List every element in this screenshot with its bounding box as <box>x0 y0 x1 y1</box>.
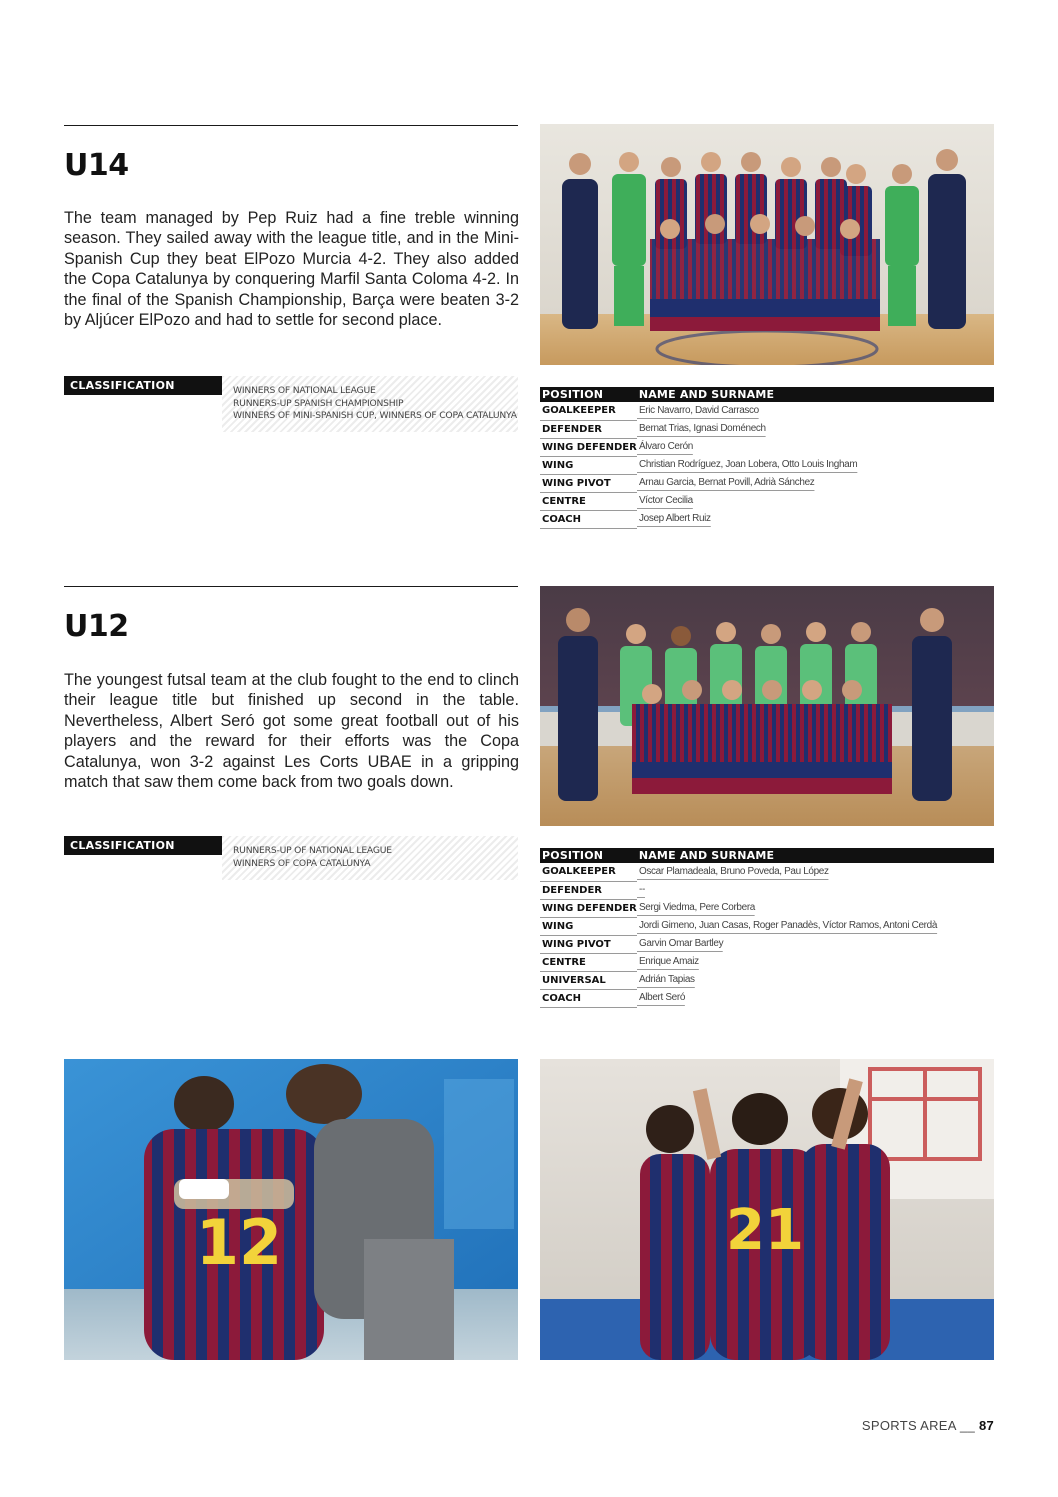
table-row <box>540 971 994 989</box>
table-row <box>540 935 994 953</box>
table-row <box>540 989 994 1007</box>
roster-names: -- <box>637 882 645 898</box>
table-row <box>540 474 994 492</box>
footer-separator: __ <box>959 1418 976 1433</box>
roster-position: WING PIVOT <box>540 935 637 953</box>
u12-roster-header-names: NAME AND SURNAME <box>637 848 994 863</box>
table-row <box>540 438 994 456</box>
roster-names: Eric Navarro, David Carrasco <box>637 403 759 419</box>
u12-classification-box <box>222 836 518 880</box>
roster-names: Garvin Omar Bartley <box>637 936 723 952</box>
u14-roster-table <box>540 387 994 529</box>
footer-section-name: SPORTS AREA <box>861 1418 957 1433</box>
roster-position: WING DEFENDER <box>540 899 637 917</box>
celebration-photo-right <box>540 1059 994 1360</box>
roster-names: Arnau Garcia, Bernat Povill, Adrià Sánchez <box>637 475 814 491</box>
roster-position: CENTRE <box>540 492 637 510</box>
u14-classification-line: WINNERS OF MINI-SPANISH CUP, WINNERS OF COPA CATALUNYA <box>233 410 517 422</box>
roster-names: Oscar Plamadeala, Bruno Poveda, Pau López <box>637 864 829 880</box>
u14-roster-header-row <box>540 387 994 402</box>
table-row <box>540 881 994 899</box>
roster-position: DEFENDER <box>540 420 637 438</box>
u14-classification-line: WINNERS OF NATIONAL LEAGUE <box>233 385 376 396</box>
u12-title: U12 <box>64 609 129 644</box>
roster-names: Álvaro Cerón <box>637 439 693 455</box>
roster-position: WING <box>540 456 637 474</box>
celebration-photo-right-image <box>540 1059 994 1360</box>
table-row <box>540 510 994 528</box>
table-row <box>540 863 994 881</box>
u14-roster-header-position: POSITION <box>540 387 637 402</box>
u12-classification-line: WINNERS OF COPA CATALUNYA <box>233 857 371 869</box>
page-footer <box>862 1418 994 1433</box>
table-row <box>540 953 994 971</box>
roster-position: GOALKEEPER <box>540 863 637 881</box>
roster-position: COACH <box>540 989 637 1007</box>
roster-names: Josep Albert Ruiz <box>637 511 711 527</box>
u14-team-photo <box>540 124 994 365</box>
roster-names: Albert Seró <box>637 990 685 1006</box>
roster-names: Bernat Trias, Ignasi Doménech <box>637 421 766 437</box>
u14-classification-box <box>222 376 518 432</box>
table-row <box>540 492 994 510</box>
page-number: 87 <box>978 1418 994 1433</box>
u12-classification-label: CLASSIFICATION <box>64 836 222 855</box>
jersey-number-right: 21 <box>726 1198 804 1263</box>
u14-classification-line: RUNNERS-UP SPANISH CHAMPIONSHIP <box>233 397 404 409</box>
table-row <box>540 899 994 917</box>
roster-names: Adrián Tapias <box>637 972 695 988</box>
u12-roster-header-position: POSITION <box>540 848 637 863</box>
u14-classification-label: CLASSIFICATION <box>64 376 222 395</box>
u12-top-rule <box>64 586 518 587</box>
roster-names: Víctor Cecilia <box>637 493 693 509</box>
roster-names: Jordi Gimeno, Juan Casas, Roger Panadès, Víctor Ramos, Antoni Cerdà <box>637 918 937 934</box>
u14-roster-header-names: NAME AND SURNAME <box>637 387 994 402</box>
u14-top-rule <box>64 125 518 126</box>
u12-classification-line: RUNNERS-UP OF NATIONAL LEAGUE <box>233 845 392 856</box>
roster-position: GOALKEEPER <box>540 402 637 420</box>
roster-position: COACH <box>540 510 637 528</box>
roster-position: WING PIVOT <box>540 474 637 492</box>
u12-team-photo <box>540 586 994 826</box>
celebration-photo-left-image <box>64 1059 518 1360</box>
table-row <box>540 456 994 474</box>
table-row <box>540 917 994 935</box>
roster-names: Christian Rodríguez, Joan Lobera, Otto Louis Ingham <box>637 457 857 473</box>
celebration-photo-left <box>64 1059 518 1360</box>
roster-position: CENTRE <box>540 953 637 971</box>
roster-names: Enrique Amaiz <box>637 954 699 970</box>
u12-body-text: The youngest futsal team at the club fought to the end to clinch their league title but finished up second in the table. Nevertheless, Albert Seró got some great football out of his players and the reward for their efforts was the Copa Catalunya, won 3-2 against Les Corts UBAE in a gripping match that saw them come back from two goals down. <box>64 671 519 792</box>
roster-position: WING DEFENDER <box>540 438 637 456</box>
u12-roster-table <box>540 848 994 1008</box>
roster-position: DEFENDER <box>540 881 637 899</box>
u14-title: U14 <box>64 148 129 183</box>
u12-roster-header-row <box>540 848 994 863</box>
roster-position: WING <box>540 917 637 935</box>
roster-position: UNIVERSAL <box>540 971 637 989</box>
u12-team-photo-image <box>540 586 994 826</box>
u14-team-photo-image <box>540 124 994 365</box>
table-row <box>540 420 994 438</box>
roster-names: Sergi Viedma, Pere Corbera <box>637 900 755 916</box>
jersey-number-left: 12 <box>195 1206 283 1279</box>
u14-body-text: The team managed by Pep Ruiz had a fine treble winning season. They sailed away with the league title, and in the Mini-Spanish Cup they beat ElPozo Murcia 4-2. They also added the Copa Catalunya by conquering Marfil Santa Coloma 4-2. In the final of the Spanish Championship, Barça were beaten 3-2 by Aljúcer ElPozo and had to settle for second place. <box>64 209 519 330</box>
table-row <box>540 402 994 420</box>
